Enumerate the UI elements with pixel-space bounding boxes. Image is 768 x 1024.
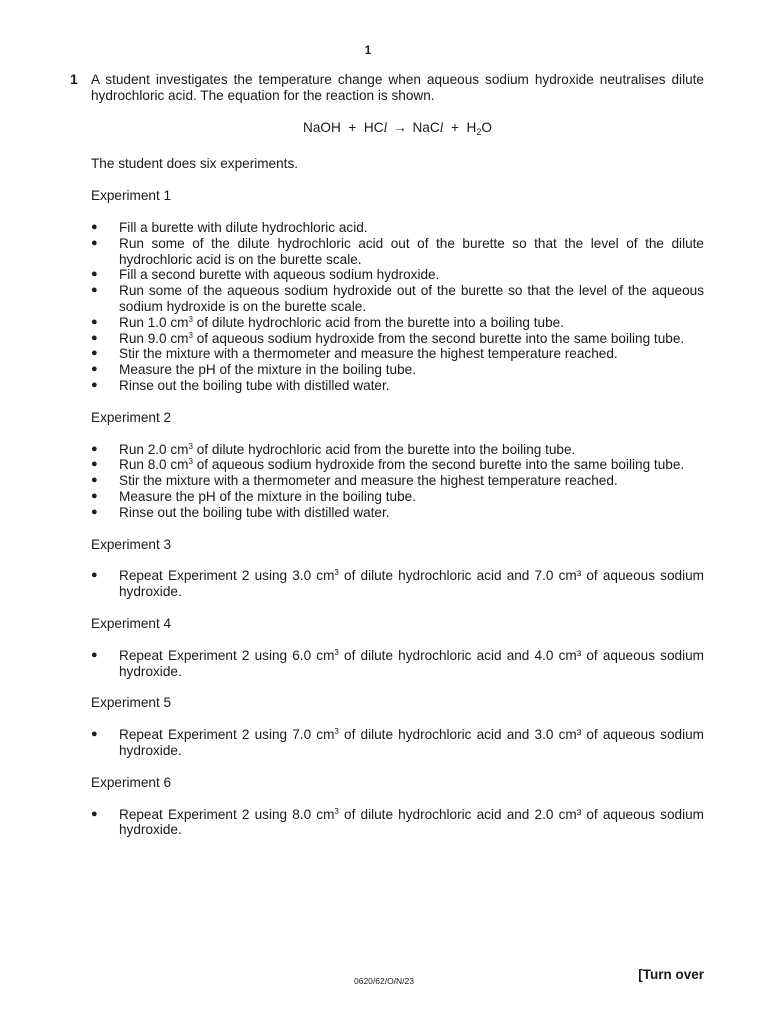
bullet-icon: ● <box>91 807 98 820</box>
page-number: 1 <box>364 45 372 57</box>
experiment-step: ● Run some of the dilute hydrochloric acid out of the burette so that the level of the dilute hydrochloric acid is on the burette scale. <box>91 235 704 267</box>
bullet-icon: ● <box>91 363 98 376</box>
experiment-step: ● Fill a burette with dilute hydrochloric acid. <box>91 219 368 235</box>
bullet-icon: ● <box>91 474 98 487</box>
equation-water: $H_2O$ <box>466 119 492 137</box>
experiment-step: ● Measure the pH of the mixture in the boiling tube. <box>91 362 416 378</box>
experiment-heading: Experiment 5 <box>91 695 172 711</box>
experiment-steps <box>91 727 704 759</box>
experiment-step: ● Stir the mixture with a thermometer and measure the highest temperature reached. <box>91 346 618 362</box>
equation-plus: + <box>348 119 357 135</box>
bullet-icon: ● <box>91 442 98 455</box>
bullet-icon: ● <box>91 458 98 471</box>
bullet-icon: ● <box>91 648 98 661</box>
reaction-equation <box>91 120 704 141</box>
experiment-step: ● Stir the mixture with a thermometer and measure the highest temperature reached. <box>91 473 618 489</box>
equation-hcl: HCl <box>363 119 388 135</box>
experiment-step: ● Repeat Experiment 2 using 7.0 $cm^3$ of dilute hydrochloric acid and 3.0 cm³ of aqueous sodium hydroxide. <box>91 727 704 758</box>
experiment-heading: Experiment 6 <box>91 774 172 790</box>
bullet-icon: ● <box>91 331 98 344</box>
equation-arrow: → <box>393 119 407 135</box>
experiment-step: ● Run 8.0 $cm^3$ of aqueous sodium hydroxide from the second burette into the same boiling tube. <box>91 457 685 473</box>
experiment-step: ● Fill a second burette with aqueous sodium hydroxide. <box>91 267 440 283</box>
experiment-steps <box>91 442 704 521</box>
experiment-step: ● Run some of the aqueous sodium hydroxide out of the burette so that the level of the aqueous sodium hydroxide is on the burette scale. <box>91 283 704 314</box>
question-1 <box>70 72 704 838</box>
experiment-step: ● Repeat Experiment 2 using 3.0 $cm^3$ of dilute hydrochloric acid and 7.0 cm³ of aqueous sodium hydroxide. <box>91 568 704 600</box>
paper-code: 0620/62/O/N/23 <box>353 976 414 986</box>
bullet-icon: ● <box>91 236 98 249</box>
experiment-steps <box>91 648 704 680</box>
question-number: 1 <box>70 71 78 87</box>
question-intro: A student investigates the temperature change when aqueous sodium hydroxide neutralises dilute hydrochloric acid. The equation for the reaction is shown. <box>91 72 704 103</box>
experiment-heading: Experiment 1 <box>91 188 172 204</box>
experiment-heading: Experiment 4 <box>91 615 172 631</box>
equation-naoh: NaOH <box>303 119 341 135</box>
bullet-icon: ● <box>91 489 98 502</box>
experiment-steps <box>91 220 704 394</box>
experiment-step: ● Run 9.0 $cm^3$ of aqueous sodium hydroxide from the second burette into the same boiling tube. <box>91 330 685 346</box>
question-body <box>91 72 704 838</box>
bullet-icon: ● <box>91 378 98 391</box>
bullet-icon: ● <box>91 284 98 297</box>
bullet-icon: ● <box>91 347 98 360</box>
experiment-step: ● Rinse out the boiling tube with distilled water. <box>91 377 390 393</box>
turn-over-label: [Turn over <box>638 967 704 982</box>
equation-nacl: NaCl <box>412 119 444 135</box>
bullet-icon: ● <box>91 315 98 328</box>
experiment-heading: Experiment 2 <box>91 409 172 425</box>
experiment-step: ● Repeat Experiment 2 using 6.0 $cm^3$ of dilute hydrochloric acid and 4.0 cm³ of aqueous sodium hydroxide. <box>91 647 704 679</box>
experiment-step: ● Measure the pH of the mixture in the boiling tube. <box>91 488 416 504</box>
bullet-icon: ● <box>91 569 98 582</box>
bullet-icon: ● <box>91 268 98 281</box>
experiment-heading: Experiment 3 <box>91 536 172 552</box>
experiment-step: ● Run 1.0 $cm^3$ of dilute hydrochloric acid from the burette into a boiling tube. <box>91 314 564 330</box>
bullet-icon: ● <box>91 505 98 518</box>
bullet-icon: ● <box>91 220 98 233</box>
experiment-step: ● Run 2.0 $cm^3$ of dilute hydrochloric acid from the burette into the boiling tube. <box>91 441 576 457</box>
experiment-steps <box>91 807 704 839</box>
six-experiments-text: The student does six experiments. <box>91 156 299 172</box>
experiment-step: ● Rinse out the boiling tube with distilled water. <box>91 504 390 520</box>
experiment-steps <box>91 568 704 600</box>
experiments-list <box>91 188 704 838</box>
equation-plus: + <box>451 119 459 135</box>
experiment-step: ● Repeat Experiment 2 using 8.0 $cm^3$ of dilute hydrochloric acid and 2.0 cm³ of aqueous sodium hydroxide. <box>91 806 704 838</box>
bullet-icon: ● <box>91 728 98 741</box>
